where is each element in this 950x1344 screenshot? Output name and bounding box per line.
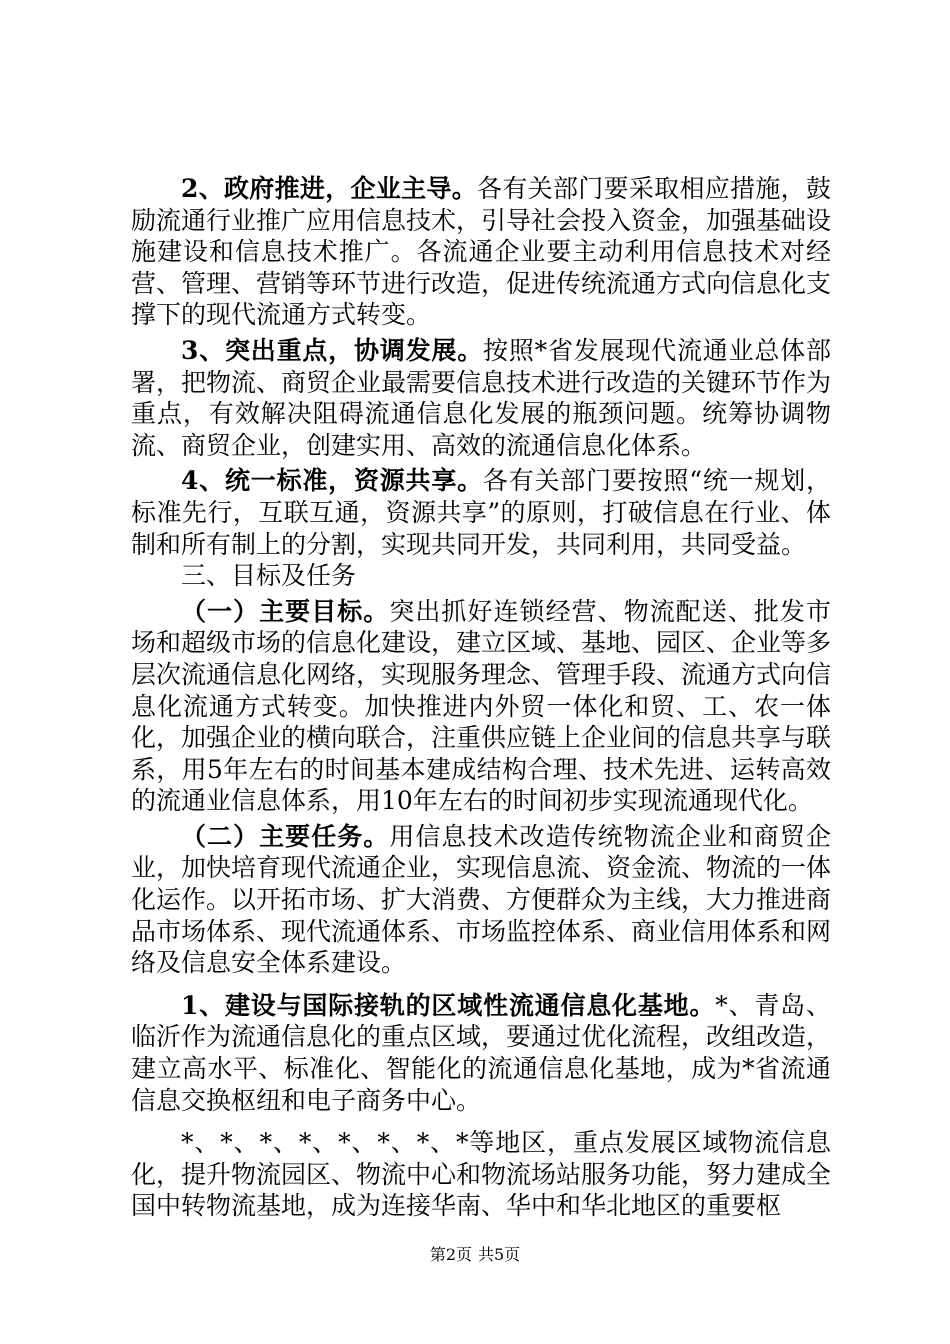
paragraph-text: 用信息技术改造传统物流企业和商贸企业，加快培育现代流通企业，实现信息流、资金流、物流的一体化运作。以开拓市场、扩大消费、方便群众为主线，大力推进商品市场体系、现代流通体系、市场监控体系、商业信用体系和网络及信息安全体系建设。	[131, 821, 832, 978]
page-footer	[0, 1245, 950, 1265]
document-body	[131, 173, 831, 1222]
paragraph-lead: （二）主要任务。	[181, 821, 390, 851]
section-heading	[131, 560, 831, 592]
page-total: 共5页	[478, 1245, 521, 1264]
paragraph-text: *、*、*、*、*、*、*、*等地区，重点发展区域物流信息化，提升物流园区、物流中心和物流场站服务功能，努力建成全国中转物流基地，成为连接华南、华中和华北地区的重要枢	[131, 1128, 832, 1221]
section-heading-text: 三、目标及任务	[181, 561, 357, 591]
paragraph-lead: （一）主要目标。	[181, 596, 390, 626]
paragraph-text: 各有关部门要采取相应措施，鼓励流通行业推广应用信息技术，引导社会投入资金，加强基础设施建设和信息技术推广。各流通企业要主动利用信息技术对经营、管理、营销等环节进行改造，促进传统流通方式向信息化支撑下的现代流通方式转变。	[131, 174, 832, 330]
paragraph-text: *、青岛、临沂作为流通信息化的重点区域，要通过优化流程，改组改造，建立高水平、标准化、智能化的流通信息化基地，成为*省流通信息交换枢纽和电子商务中心。	[131, 990, 832, 1115]
paragraph-main-tasks	[131, 821, 831, 979]
paragraph-regions	[131, 1127, 831, 1222]
paragraph-principle-2	[131, 173, 831, 331]
paragraph-lead: 2、政府推进，企业主导。	[181, 174, 478, 203]
paragraph-text: 突出抓好连锁经营、物流配送、批发市场和超级市场的信息化建设，建立区域、基地、园区、企业等多层次流通信息化网络，实现服务理念、管理手段、流通方式向信息化流通方式转变。加快推进内外贸一体化和贸、工、农一体化，加强企业的横向联合，注重供应链上企业间的信息共享与联系，用5年左右的时间基本建成结构合理、技术先进、运转高效的流通业信息体系，用10年左右的时间初步实现流通现代化。	[131, 596, 832, 816]
paragraph-lead: 4、统一标准，资源共享。	[181, 466, 483, 496]
paragraph-main-goals	[131, 596, 831, 817]
paragraph-lead: 3、突出重点，协调发展。	[181, 335, 484, 365]
paragraph-text: 按照*省发展现代流通业总体部署，把物流、商贸企业最需要信息技术进行改造的关键环节作为重点，有效解决阻碍流通信息化发展的瓶颈问题。统筹协调物流、商贸企业，创建实用、高效的流通信息化体系。	[131, 335, 832, 460]
paragraph-task-1	[131, 990, 831, 1116]
paragraph-principle-4	[131, 465, 831, 560]
paragraph-text: 各有关部门要按照“统一规划，标准先行，互联互通，资源共享”的原则，打破信息在行业、体制和所有制上的分割，实现共同开发，共同利用，共同受益。	[131, 466, 831, 559]
paragraph-principle-3	[131, 335, 831, 461]
page-number: 第2页	[429, 1245, 472, 1264]
paragraph-lead: 1、建设与国际接轨的区域性流通信息化基地。	[181, 990, 716, 1020]
